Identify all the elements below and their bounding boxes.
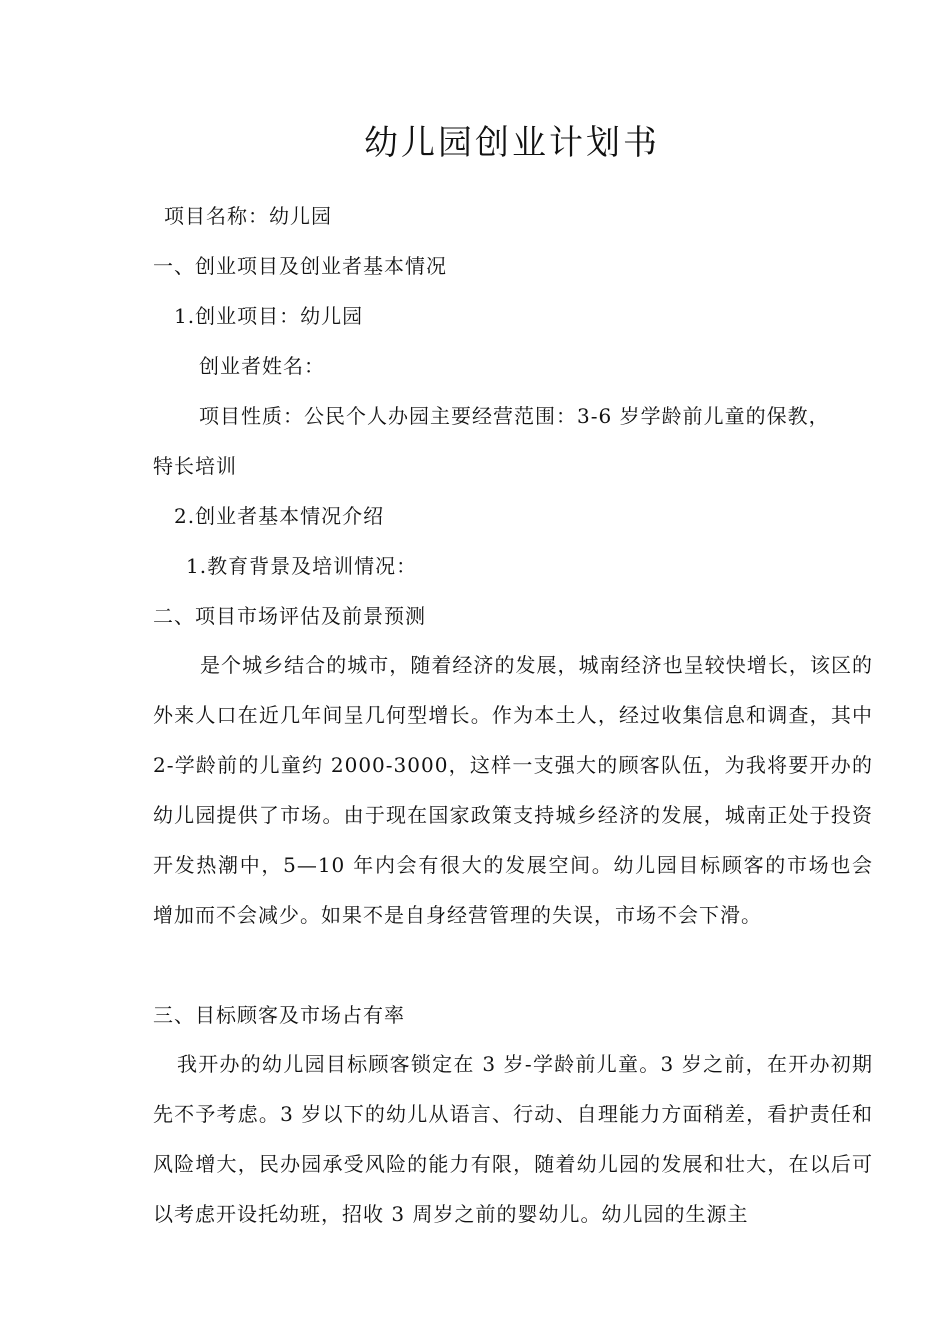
section1-nature-line1: 项目性质：公民个人办园主要经营范围：3-6 岁学龄前儿童的保教， xyxy=(199,404,830,428)
project-name-line: 项目名称：幼儿园 xyxy=(164,204,332,228)
section3-heading: 三、目标顾客及市场占有率 xyxy=(153,1003,405,1027)
section1-founder-name: 创业者姓名： xyxy=(199,354,325,378)
section1-education: 1.教育背景及培训情况： xyxy=(186,554,418,578)
section3-paragraph: 我开办的幼儿园目标顾客锁定在 3 岁-学龄前儿童。3 岁之前，在开办初期先不予考虑。3 岁以下的幼儿从语言、行动、自理能力方面稍差，看护责任和风险增大，民办园承受风险的能力有限，随着幼儿园的发展和壮大，在以后可以考虑开设托幼班，招收 3 周岁之前的婴幼儿。幼儿园的生源主 xyxy=(153,1052,873,1226)
section1-heading: 一、创业项目及创业者基本情况 xyxy=(153,254,447,278)
section2-heading: 二、项目市场评估及前景预测 xyxy=(153,604,426,628)
document-title: 幼儿园创业计划书 xyxy=(364,123,660,163)
section1-item1: 1.创业项目：幼儿园 xyxy=(174,304,364,328)
section1-item2: 2.创业者基本情况介绍 xyxy=(174,504,385,528)
section1-nature-line2: 特长培训 xyxy=(153,454,237,478)
section2-paragraph: 是个城乡结合的城市，随着经济的发展，城南经济也呈较快增长，该区的外来人口在近几年间呈几何型增长。作为本土人，经过收集信息和调查，其中 2-学龄前的儿童约 2000-3000，这样一支强大的顾客队伍，为我将要开办的幼儿园提供了市场。由于现在国家政策支持城乡经济的发展，城南正处于投资开发热潮中，5—10 年内会有很大的发展空间。幼儿园目标顾客的市场也会增加而不会减少。如果不是自身经营管理的失误，市场不会下滑。 xyxy=(153,653,873,927)
